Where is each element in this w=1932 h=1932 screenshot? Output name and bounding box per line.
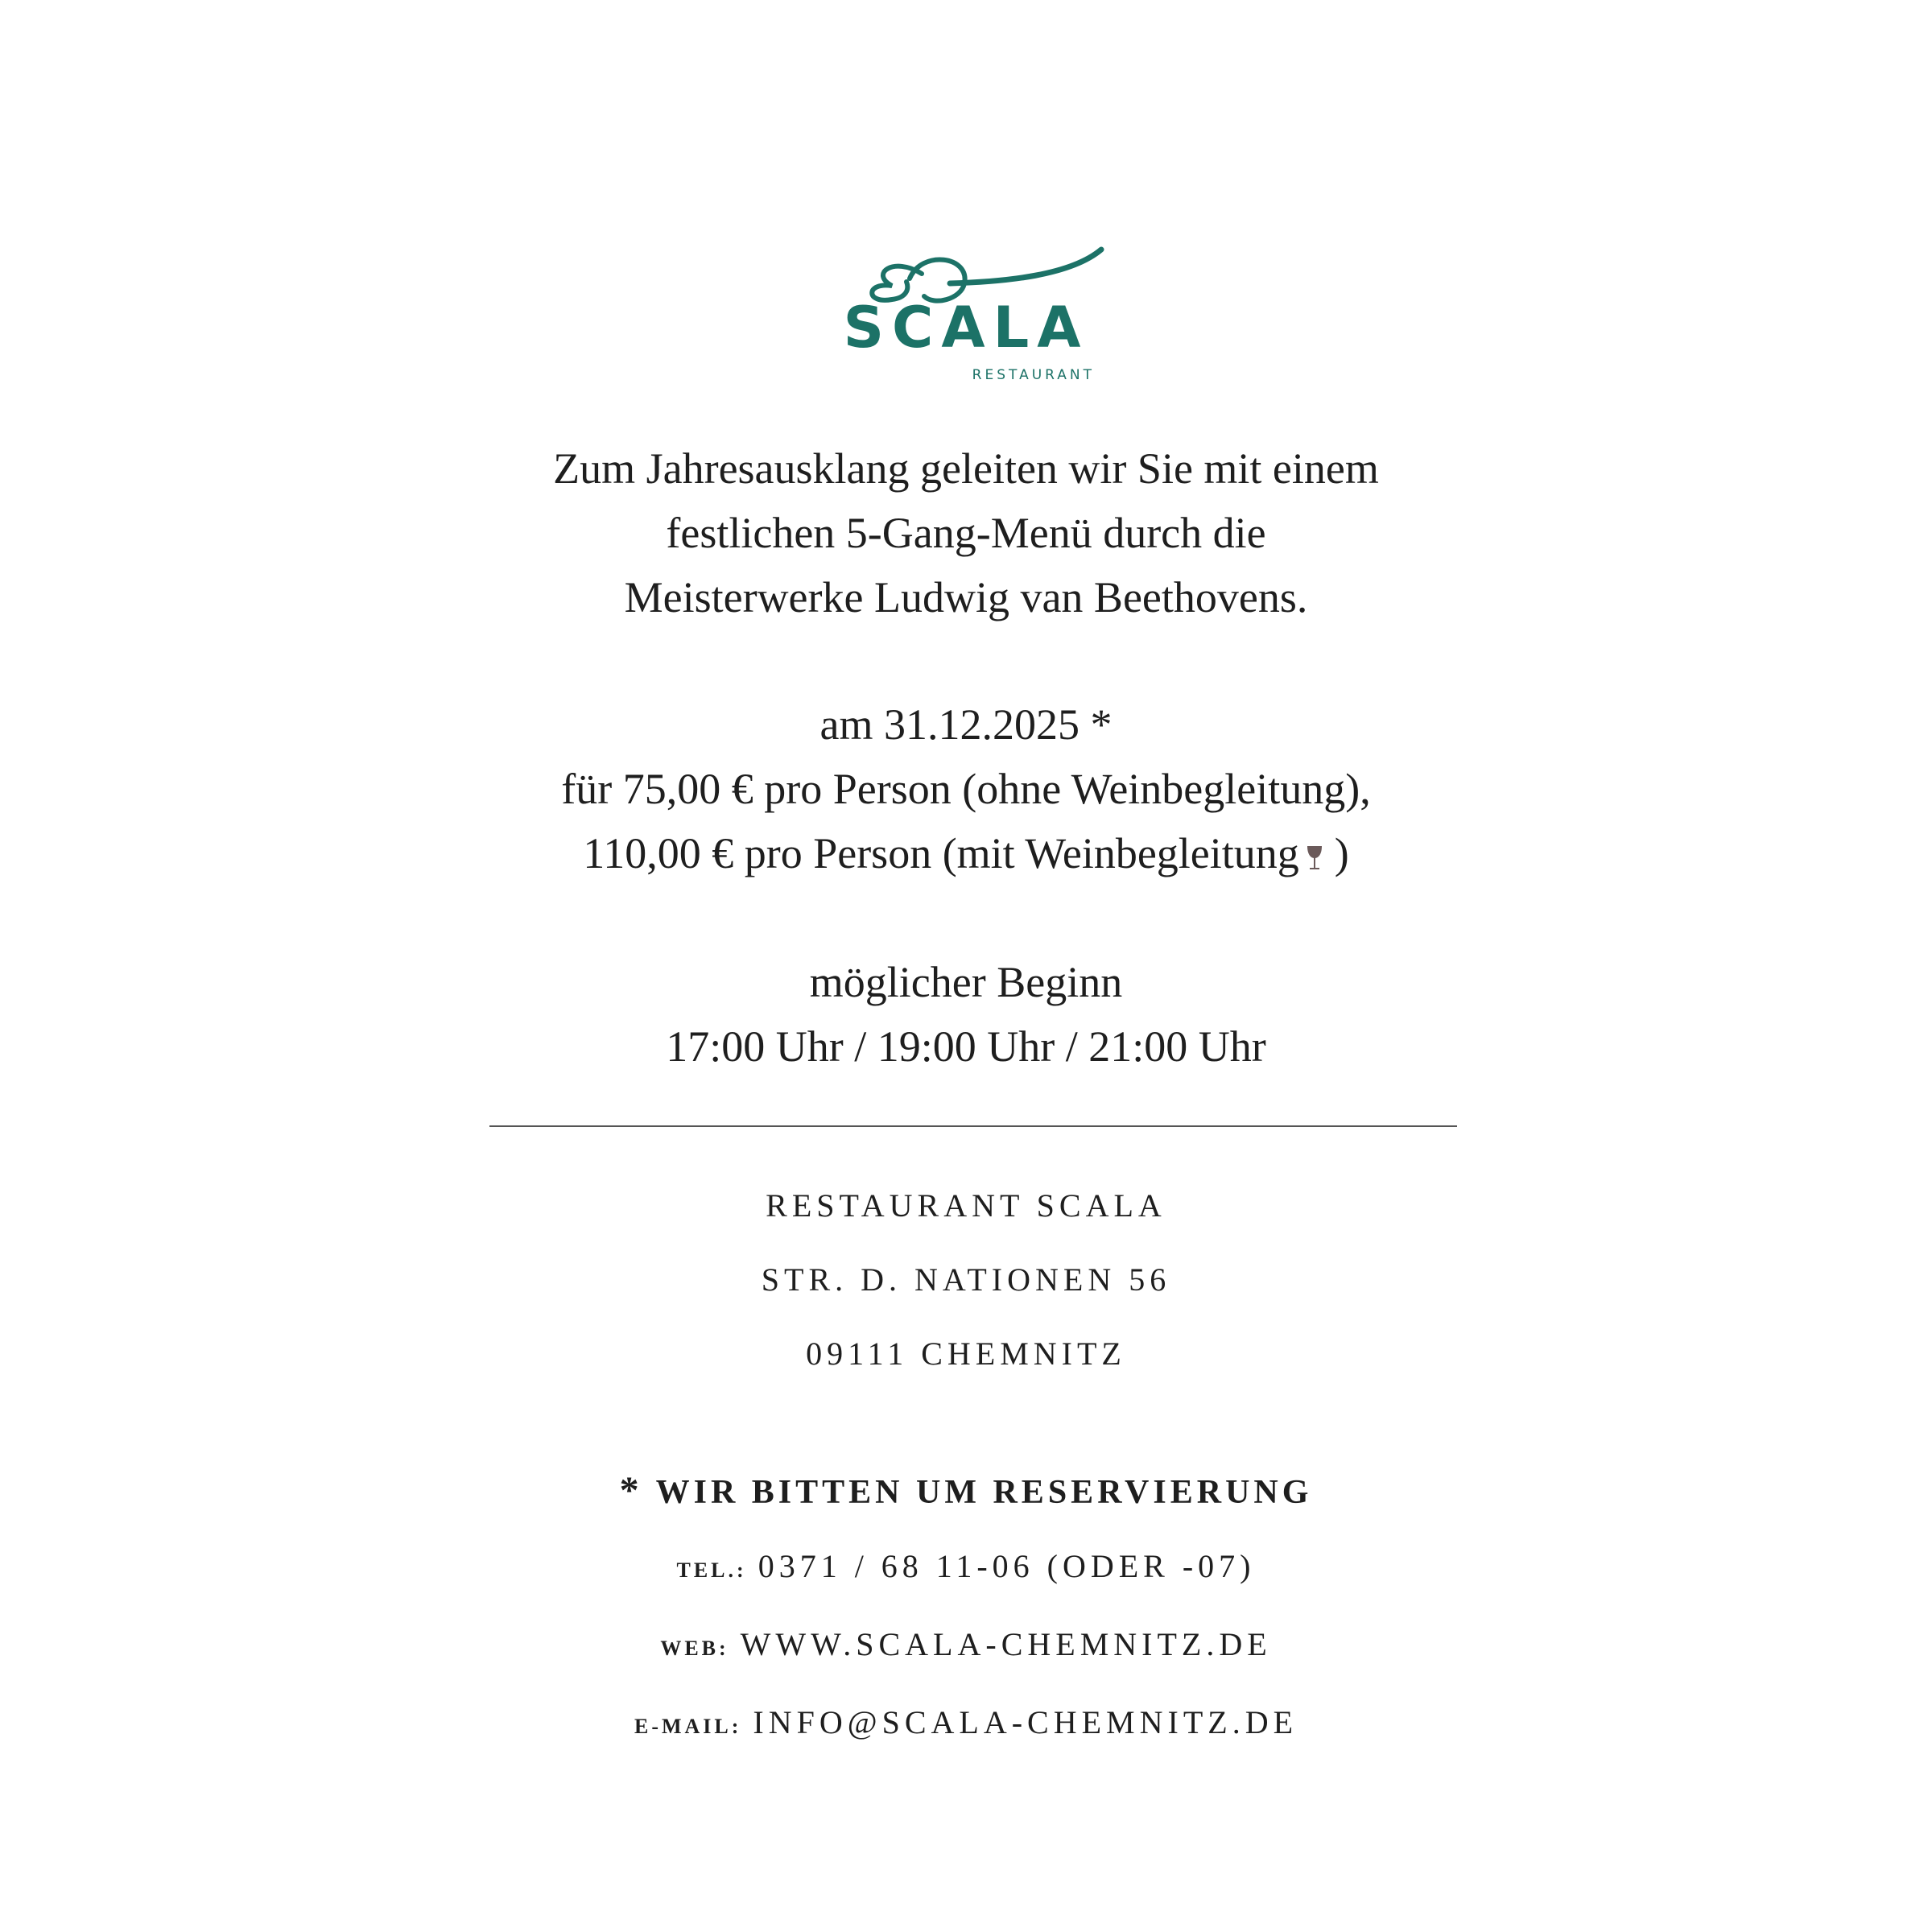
intro-text: [322, 436, 1610, 630]
reservation-note: [322, 1454, 1610, 1530]
reservation-text: WIR BITTEN UM RESERVIERUNG: [655, 1474, 1313, 1511]
event-details: [322, 692, 1610, 886]
scala-logo: [829, 242, 1119, 386]
price-with-wine: [322, 821, 1610, 886]
intro-line-1: Zum Jahresausklang geleiten wir Sie mit einem: [553, 444, 1379, 493]
wine-glass-icon: [1306, 844, 1323, 872]
price-with-wine-text: 110,00 € pro Person (mit Weinbegleitung: [583, 829, 1299, 877]
phone-number: 0371 / 68 11-06 (ODER -07): [758, 1548, 1256, 1584]
address-street: STR. D. NATIONEN 56: [761, 1261, 1171, 1298]
brand-subtitle: RESTAURANT: [972, 367, 1095, 383]
website-link[interactable]: WWW.SCALA-CHEMNITZ.DE: [740, 1626, 1272, 1662]
intro-line-3: Meisterwerke Ludwig van Beethovens.: [624, 573, 1308, 621]
web-line: [322, 1608, 1610, 1686]
start-times-slots: 17:00 Uhr / 19:00 Uhr / 21:00 Uhr: [666, 1022, 1266, 1071]
brand-name: SCALA: [843, 295, 1089, 361]
price-with-wine-close: ): [1334, 829, 1349, 877]
address-block: [322, 1169, 1610, 1391]
phone-label: TEL.:: [676, 1558, 747, 1582]
contact-block: [322, 1454, 1610, 1764]
email-line: [322, 1686, 1610, 1764]
address-city: 09111 CHEMNITZ: [806, 1335, 1126, 1372]
email-link[interactable]: INFO@SCALA-CHEMNITZ.DE: [753, 1704, 1298, 1740]
divider-line: [489, 1125, 1457, 1127]
address-name: RESTAURANT SCALA: [766, 1187, 1166, 1224]
price-without-wine: für 75,00 € pro Person (ohne Weinbegleitung),: [561, 765, 1371, 813]
start-times-label: möglicher Beginn: [809, 958, 1123, 1006]
event-date: am 31.12.2025 *: [819, 700, 1113, 749]
intro-line-2: festlichen 5-Gang-Menü durch die: [666, 509, 1266, 557]
start-times: [322, 950, 1610, 1079]
asterisk-icon: *: [619, 1469, 643, 1512]
phone-line: [322, 1530, 1610, 1608]
email-label: E-MAIL:: [634, 1715, 742, 1738]
web-label: WEB:: [660, 1637, 729, 1660]
